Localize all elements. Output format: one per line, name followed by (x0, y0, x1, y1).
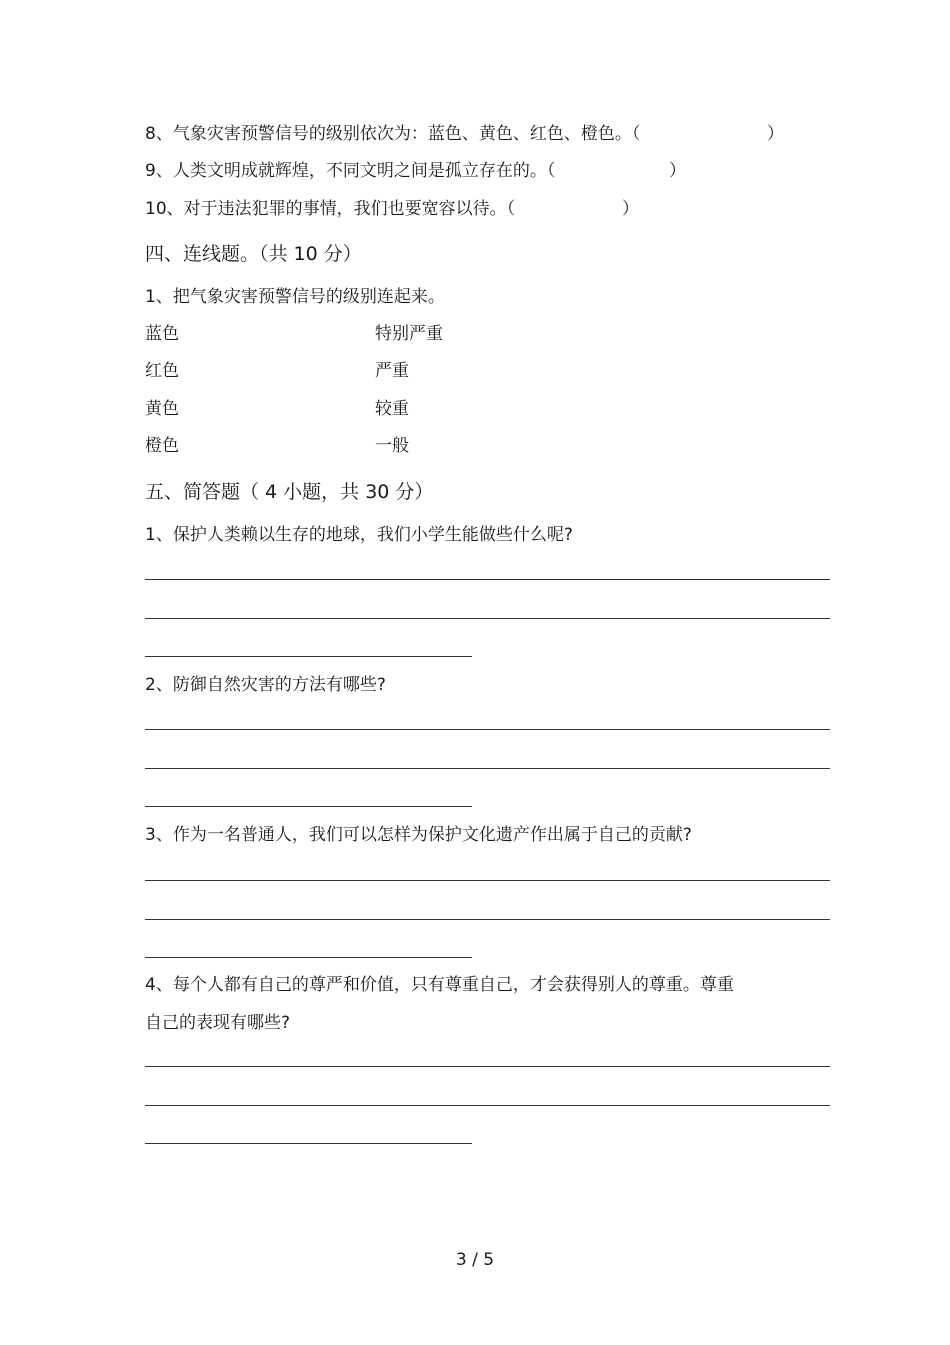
answer-line (145, 729, 830, 730)
tf-question-9: 9、人类文明成就辉煌，不同文明之间是孤立存在的。（ (145, 161, 556, 181)
answer-line (145, 806, 472, 807)
matching-left-item: 橙色 (145, 436, 179, 456)
short-answer-question-2: 2、防御自然灾害的方法有哪些? (145, 675, 386, 695)
short-answer-question-4-cont: 自己的表现有哪些? (145, 1013, 291, 1033)
answer-line (145, 768, 830, 769)
matching-left-item: 红色 (145, 361, 179, 381)
answer-line (145, 957, 472, 958)
matching-left-item: 蓝色 (145, 324, 179, 344)
matching-right-item: 严重 (375, 361, 409, 381)
matching-left-item: 黄色 (145, 399, 179, 419)
answer-paren-close-10: ） (622, 199, 639, 219)
matching-right-item: 特别严重 (375, 324, 443, 344)
matching-question: 1、把气象灾害预警信号的级别连起来。 (145, 287, 445, 307)
short-answer-question-1: 1、保护人类赖以生存的地球，我们小学生能做些什么呢? (145, 525, 573, 545)
section-short-answer-title: 五、简答题（ 4 小题，共 30 分） (145, 481, 434, 503)
short-answer-question-3: 3、作为一名普通人，我们可以怎样为保护文化遗产作出属于自己的贡献? (145, 825, 692, 845)
answer-line (145, 656, 472, 657)
answer-paren-close-8: ） (767, 124, 784, 144)
matching-right-item: 较重 (375, 399, 409, 419)
answer-paren-close-9: ） (669, 161, 686, 181)
answer-line (145, 880, 830, 881)
page-number: 3 / 5 (455, 1250, 495, 1270)
section-matching-title: 四、连线题。（共 10 分） (145, 243, 362, 265)
short-answer-question-4: 4、每个人都有自己的尊严和价值，只有尊重自己，才会获得别人的尊重。尊重 (145, 975, 734, 995)
answer-line (145, 579, 830, 580)
answer-line (145, 1105, 830, 1106)
answer-line (145, 618, 830, 619)
answer-line (145, 919, 830, 920)
answer-line (145, 1143, 472, 1144)
tf-question-8: 8、气象灾害预警信号的级别依次为：蓝色、黄色、红色、橙色。（ (145, 124, 641, 144)
tf-question-10: 10、对于违法犯罪的事情，我们也要宽容以待。（ (145, 199, 516, 219)
answer-line (145, 1066, 830, 1067)
matching-right-item: 一般 (375, 436, 409, 456)
